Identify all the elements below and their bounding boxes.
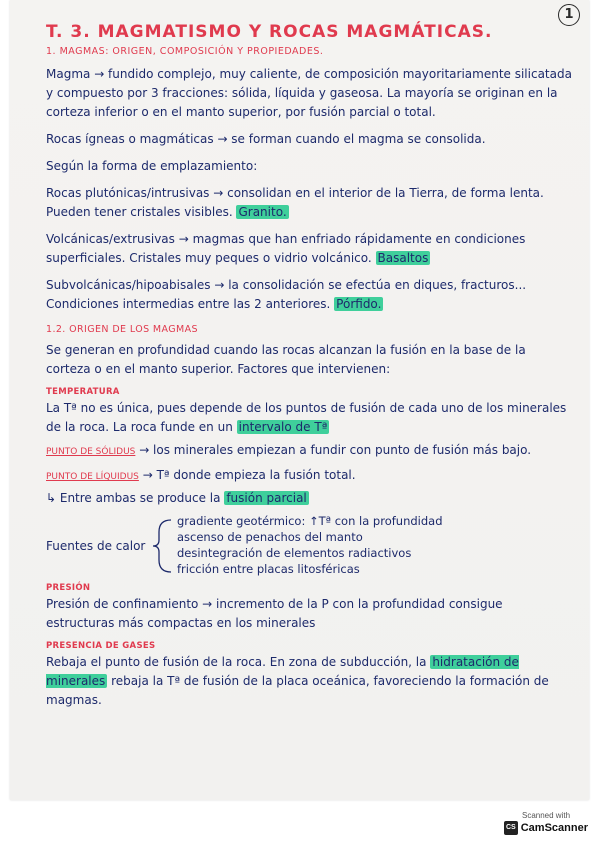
subvolcanicas-def: → la consolidación se efectúa en diques, fracturos... Condiciones intermedias entre las 2 anteriores. (46, 278, 527, 311)
volcanicas-term: Volcánicas/extrusivas (46, 232, 175, 246)
emplazamiento-text: Según la forma de emplazamiento: (46, 159, 258, 173)
magma-term: Magma (46, 67, 91, 81)
presion-heading: PRESIÓN (46, 583, 91, 593)
volcanicas-example: Basaltos (377, 251, 429, 265)
origen-intro: Se generan en profundidad cuando las rocas alcanzan la fusión en la base de la corteza o en el manto superior. Factores que intervienen: (46, 343, 526, 376)
temperatura-body: La Tª no es única, pues depende de los puntos de fusión de cada uno de los minerales de la roca. La roca funde en un (46, 401, 567, 434)
fuentes-list (177, 514, 443, 577)
intervalo-highlight: intervalo de Tª (238, 420, 328, 434)
subvolcanicas-definition (46, 276, 574, 314)
presion-text: Presión de confinamiento → incremento de la P con la profundidad consigue estructuras más compactas en los minerales (46, 597, 503, 630)
fuente-item: ascenso de penachos del manto (177, 530, 363, 544)
volcanicas-def: → magmas que han enfriado rápidamente en condiciones superficiales. Cristales muy peques o vidrio volcánico. (46, 232, 526, 265)
subvolcanicas-example: Pórfido. (336, 297, 382, 311)
camscanner-watermark (504, 811, 588, 841)
subvolcanicas-term: Subvolcánicas/hipoabisales (46, 278, 211, 292)
fusion-parcial-line (46, 489, 574, 508)
page-number: 1 (558, 4, 580, 26)
solidus-term: PUNTO DE SÓLIDUS (46, 447, 136, 457)
igneas-term: Rocas ígneas o magmáticas (46, 132, 214, 146)
igneas-definition (46, 130, 574, 149)
fuentes-calor (46, 514, 574, 577)
liquidus-term: PUNTO DE LÍQUIDUS (46, 472, 139, 482)
fuente-item: fricción entre placas litosféricas (177, 562, 360, 576)
igneas-def: → se forman cuando el magma se consolida. (213, 132, 486, 146)
camscanner-name: CamScanner (520, 822, 588, 834)
gases-text2: rebaja la Tª de fusión de la placa oceánica, favoreciendo la formación de magmas. (46, 674, 549, 707)
gases-text (46, 653, 574, 710)
plutonicas-def: → consolidan en el interior de la Tierra, de forma lenta. Pueden tener cristales visibles. (46, 186, 544, 219)
solidus-definition (46, 441, 574, 462)
plutonicas-example: Granito. (238, 205, 287, 219)
fuente-item: desintegración de elementos radiactivos (177, 546, 412, 560)
camscanner-logo-icon: CS (504, 821, 518, 835)
hidratacion-highlight: hidratación de minerales (46, 655, 519, 688)
temperatura-heading: TEMPERATURA (46, 387, 120, 397)
volcanicas-definition (46, 230, 574, 268)
magma-definition (46, 65, 574, 122)
fuente-item: gradiente geotérmico: ↑Tª con la profundidad (177, 514, 443, 528)
between-text: ↳ Entre ambas se produce la (46, 491, 221, 505)
scanned-with-label: Scanned with (521, 811, 571, 820)
temperatura-text (46, 399, 574, 437)
solidus-def: → los minerales empiezan a fundir con punto de fusión más bajo. (135, 443, 532, 457)
section-heading-origen: 1.2. ORIGEN DE LOS MAGMAS (46, 324, 198, 335)
camscanner-row (504, 821, 588, 835)
gases-text1: Rebaja el punto de fusión de la roca. En zona de subducción, la (46, 655, 427, 669)
magma-def: → fundido complejo, muy caliente, de composición mayoritariamente silicatada y compuesto por 3 fracciones: sólida, líquida y gaseosa. La mayoría se originan en la corteza inferior o en el manto superior, por fusión parcial o total. (46, 67, 572, 119)
gases-heading: PRESENCIA DE GASES (46, 641, 156, 651)
page-title: T. 3. MAGMATISMO Y ROCAS MAGMÁTICAS. (46, 22, 493, 42)
plutonicas-definition (46, 184, 574, 222)
liquidus-definition (46, 466, 574, 487)
brace-icon (151, 516, 173, 576)
notebook-page (10, 0, 589, 800)
section-heading-magmas: 1. MAGMAS: ORIGEN, COMPOSICIÓN Y PROPIEDADES. (46, 46, 324, 57)
fuentes-label: Fuentes de calor (46, 538, 146, 553)
liquidus-def: → Tª donde empieza la fusión total. (138, 468, 356, 482)
page-content (46, 22, 574, 718)
plutonicas-term: Rocas plutónicas/intrusivas (46, 186, 210, 200)
fusion-parcial-highlight: fusión parcial (226, 491, 307, 505)
